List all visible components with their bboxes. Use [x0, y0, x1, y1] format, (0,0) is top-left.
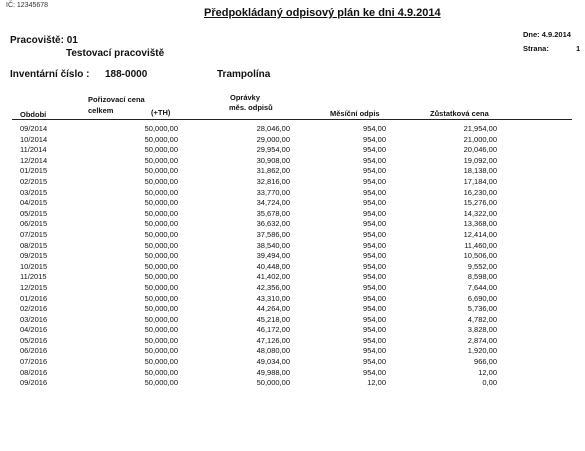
col-header-acc-line2: měs. odpisů: [229, 103, 273, 112]
monthly-cell: 954,00: [363, 367, 386, 377]
period-cell: 09/2014: [20, 124, 48, 133]
cost-cell: 50,000,00: [144, 282, 178, 292]
workplace-label: Pracoviště: 01: [10, 35, 78, 46]
col-header-cost-line3: (+TH): [151, 108, 171, 117]
company-id: IČ: 12345678: [6, 2, 49, 9]
residual-cell: 8,598,00: [467, 272, 497, 282]
monthly-cell: 954,00: [363, 124, 386, 133]
depreciation-table-body: [0, 124, 585, 389]
residual-cell: 966,00: [474, 357, 497, 367]
residual-cell: 16,230,00: [463, 187, 497, 197]
table-row: [0, 166, 585, 177]
period-cell: 12/2014: [20, 155, 48, 165]
table-row: [0, 315, 585, 326]
cost-cell: 50,000,00: [144, 325, 178, 335]
inventory-label: Inventární číslo :: [10, 69, 90, 80]
monthly-cell: 954,00: [363, 208, 386, 218]
cost-cell: 50,000,00: [144, 166, 178, 176]
accumulated-cell: 42,356,00: [256, 282, 290, 292]
table-row: [0, 368, 585, 379]
col-header-monthly: Měsíční odpis: [330, 109, 380, 118]
monthly-cell: 954,00: [363, 229, 386, 239]
accumulated-cell: 47,126,00: [256, 335, 290, 345]
monthly-cell: 954,00: [363, 187, 386, 197]
residual-cell: 21,000,00: [463, 134, 497, 144]
table-row: [0, 346, 585, 357]
residual-cell: 5,736,00: [467, 304, 497, 314]
table-row: [0, 156, 585, 167]
accumulated-cell: 49,988,00: [256, 367, 290, 377]
period-cell: 02/2016: [20, 304, 48, 314]
table-row: [0, 135, 585, 146]
accumulated-cell: 45,218,00: [256, 314, 290, 324]
header-divider: [12, 119, 572, 120]
accumulated-cell: 30,908,00: [256, 155, 290, 165]
residual-cell: 6,690,00: [467, 293, 497, 303]
accumulated-cell: 35,678,00: [256, 208, 290, 218]
cost-cell: 50,000,00: [144, 176, 178, 186]
cost-cell: 50,000,00: [144, 304, 178, 314]
monthly-cell: 954,00: [363, 282, 386, 292]
period-cell: 08/2015: [20, 240, 48, 250]
residual-cell: 13,368,00: [463, 219, 497, 229]
table-row: [0, 304, 585, 315]
table-row: [0, 230, 585, 241]
accumulated-cell: 31,862,00: [256, 166, 290, 176]
monthly-cell: 12,00: [367, 378, 386, 388]
cost-cell: 50,000,00: [144, 293, 178, 303]
period-cell: 11/2015: [20, 272, 47, 282]
date-label: Dne: 4.9.2014: [523, 30, 571, 39]
monthly-cell: 954,00: [363, 335, 386, 345]
period-cell: 07/2015: [20, 229, 48, 239]
table-row: [0, 294, 585, 305]
monthly-cell: 954,00: [363, 198, 386, 208]
table-row: [0, 262, 585, 273]
residual-cell: 2,874,00: [467, 335, 497, 345]
monthly-cell: 954,00: [363, 240, 386, 250]
accumulated-cell: 44,264,00: [256, 304, 290, 314]
cost-cell: 50,000,00: [144, 219, 178, 229]
monthly-cell: 954,00: [363, 155, 386, 165]
period-cell: 08/2016: [20, 367, 48, 377]
cost-cell: 50,000,00: [144, 134, 178, 144]
table-row: [0, 209, 585, 220]
accumulated-cell: 50,000,00: [256, 378, 290, 388]
monthly-cell: 954,00: [363, 134, 386, 144]
monthly-cell: 954,00: [363, 261, 386, 271]
accumulated-cell: 28,046,00: [256, 124, 290, 133]
residual-cell: 17,184,00: [463, 176, 497, 186]
residual-cell: 15,276,00: [463, 198, 497, 208]
accumulated-cell: 29,954,00: [256, 145, 290, 155]
accumulated-cell: 29,000,00: [256, 134, 290, 144]
residual-cell: 21,954,00: [463, 124, 497, 133]
period-cell: 04/2016: [20, 325, 48, 335]
residual-cell: 4,782,00: [467, 314, 497, 324]
residual-cell: 11,460,00: [464, 240, 497, 250]
accumulated-cell: 38,540,00: [256, 240, 290, 250]
table-row: [0, 241, 585, 252]
residual-cell: 7,644,00: [467, 282, 497, 292]
cost-cell: 50,000,00: [144, 261, 178, 271]
monthly-cell: 954,00: [363, 176, 386, 186]
col-header-residual: Zůstatková cena: [430, 109, 489, 118]
table-row: [0, 272, 585, 283]
table-row: [0, 378, 585, 389]
accumulated-cell: 32,816,00: [256, 176, 290, 186]
accumulated-cell: 33,770,00: [256, 187, 290, 197]
workplace-name: Testovací pracoviště: [66, 48, 165, 59]
monthly-cell: 954,00: [363, 304, 386, 314]
cost-cell: 50,000,00: [144, 367, 178, 377]
period-cell: 06/2015: [20, 219, 48, 229]
period-cell: 03/2016: [20, 314, 48, 324]
residual-cell: 0,00: [482, 378, 497, 388]
residual-cell: 12,00: [478, 367, 497, 377]
residual-cell: 19,092,00: [463, 155, 497, 165]
period-cell: 09/2015: [20, 251, 48, 261]
cost-cell: 50,000,00: [144, 145, 178, 155]
period-cell: 01/2016: [20, 293, 48, 303]
residual-cell: 1,920,00: [467, 346, 497, 356]
period-cell: 12/2015: [20, 282, 48, 292]
page-number: 1: [576, 44, 581, 53]
col-header-cost-line2: celkem: [88, 106, 114, 115]
inventory-number: 188-0000: [105, 69, 148, 80]
residual-cell: 10,506,00: [463, 251, 497, 261]
asset-name: Trampolína: [217, 69, 271, 80]
residual-cell: 14,322,00: [463, 208, 497, 218]
cost-cell: 50,000,00: [144, 124, 178, 133]
cost-cell: 50,000,00: [144, 314, 178, 324]
period-cell: 05/2016: [20, 335, 48, 345]
period-cell: 11/2014: [20, 145, 47, 155]
monthly-cell: 954,00: [363, 166, 386, 176]
accumulated-cell: 48,080,00: [256, 346, 290, 356]
monthly-cell: 954,00: [363, 293, 386, 303]
accumulated-cell: 40,448,00: [256, 261, 290, 271]
accumulated-cell: 46,172,00: [256, 325, 290, 335]
residual-cell: 12,414,00: [463, 229, 497, 239]
table-row: [0, 325, 585, 336]
cost-cell: 50,000,00: [144, 198, 178, 208]
col-header-acc-line1: Oprávky: [230, 93, 261, 102]
cost-cell: 50,000,00: [144, 346, 178, 356]
table-row: [0, 198, 585, 209]
monthly-cell: 954,00: [363, 272, 386, 282]
monthly-cell: 954,00: [363, 314, 386, 324]
period-cell: 10/2015: [20, 261, 48, 271]
period-cell: 04/2015: [20, 198, 48, 208]
cost-cell: 50,000,00: [144, 229, 178, 239]
accumulated-cell: 43,310,00: [256, 293, 290, 303]
table-row: [0, 145, 585, 156]
cost-cell: 50,000,00: [144, 187, 178, 197]
period-cell: 10/2014: [20, 134, 48, 144]
col-header-period: Období: [20, 110, 47, 119]
monthly-cell: 954,00: [363, 145, 386, 155]
col-header-cost-line1: Pořizovací cena: [88, 95, 145, 104]
period-cell: 01/2015: [20, 166, 48, 176]
cost-cell: 50,000,00: [144, 208, 178, 218]
accumulated-cell: 37,586,00: [256, 229, 290, 239]
period-cell: 03/2015: [20, 187, 48, 197]
period-cell: 06/2016: [20, 346, 48, 356]
monthly-cell: 954,00: [363, 219, 386, 229]
table-row: [0, 188, 585, 199]
cost-cell: 50,000,00: [144, 357, 178, 367]
table-row: [0, 357, 585, 368]
period-cell: 02/2015: [20, 176, 48, 186]
accumulated-cell: 41,402,00: [256, 272, 290, 282]
period-cell: 07/2016: [20, 357, 48, 367]
accumulated-cell: 39,494,00: [256, 251, 290, 261]
cost-cell: 50,000,00: [144, 272, 178, 282]
document-title: Předpokládaný odpisový plán ke dni 4.9.2014: [204, 7, 441, 19]
accumulated-cell: 49,034,00: [256, 357, 290, 367]
period-cell: 05/2015: [20, 208, 48, 218]
accumulated-cell: 34,724,00: [256, 198, 290, 208]
residual-cell: 3,828,00: [467, 325, 497, 335]
residual-cell: 9,552,00: [467, 261, 497, 271]
table-row: [0, 336, 585, 347]
page-label: Strana:: [523, 44, 549, 53]
cost-cell: 50,000,00: [144, 335, 178, 345]
cost-cell: 50,000,00: [144, 378, 178, 388]
monthly-cell: 954,00: [363, 346, 386, 356]
period-cell: 09/2016: [20, 378, 48, 388]
table-row: [0, 219, 585, 230]
monthly-cell: 954,00: [363, 251, 386, 261]
cost-cell: 50,000,00: [144, 155, 178, 165]
table-row: [0, 177, 585, 188]
accumulated-cell: 36,632,00: [256, 219, 290, 229]
table-row: [0, 283, 585, 294]
residual-cell: 18,138,00: [463, 166, 497, 176]
table-row: [0, 251, 585, 262]
monthly-cell: 954,00: [363, 325, 386, 335]
residual-cell: 20,046,00: [463, 145, 497, 155]
cost-cell: 50,000,00: [144, 251, 178, 261]
table-row: [0, 124, 585, 135]
monthly-cell: 954,00: [363, 357, 386, 367]
cost-cell: 50,000,00: [144, 240, 178, 250]
